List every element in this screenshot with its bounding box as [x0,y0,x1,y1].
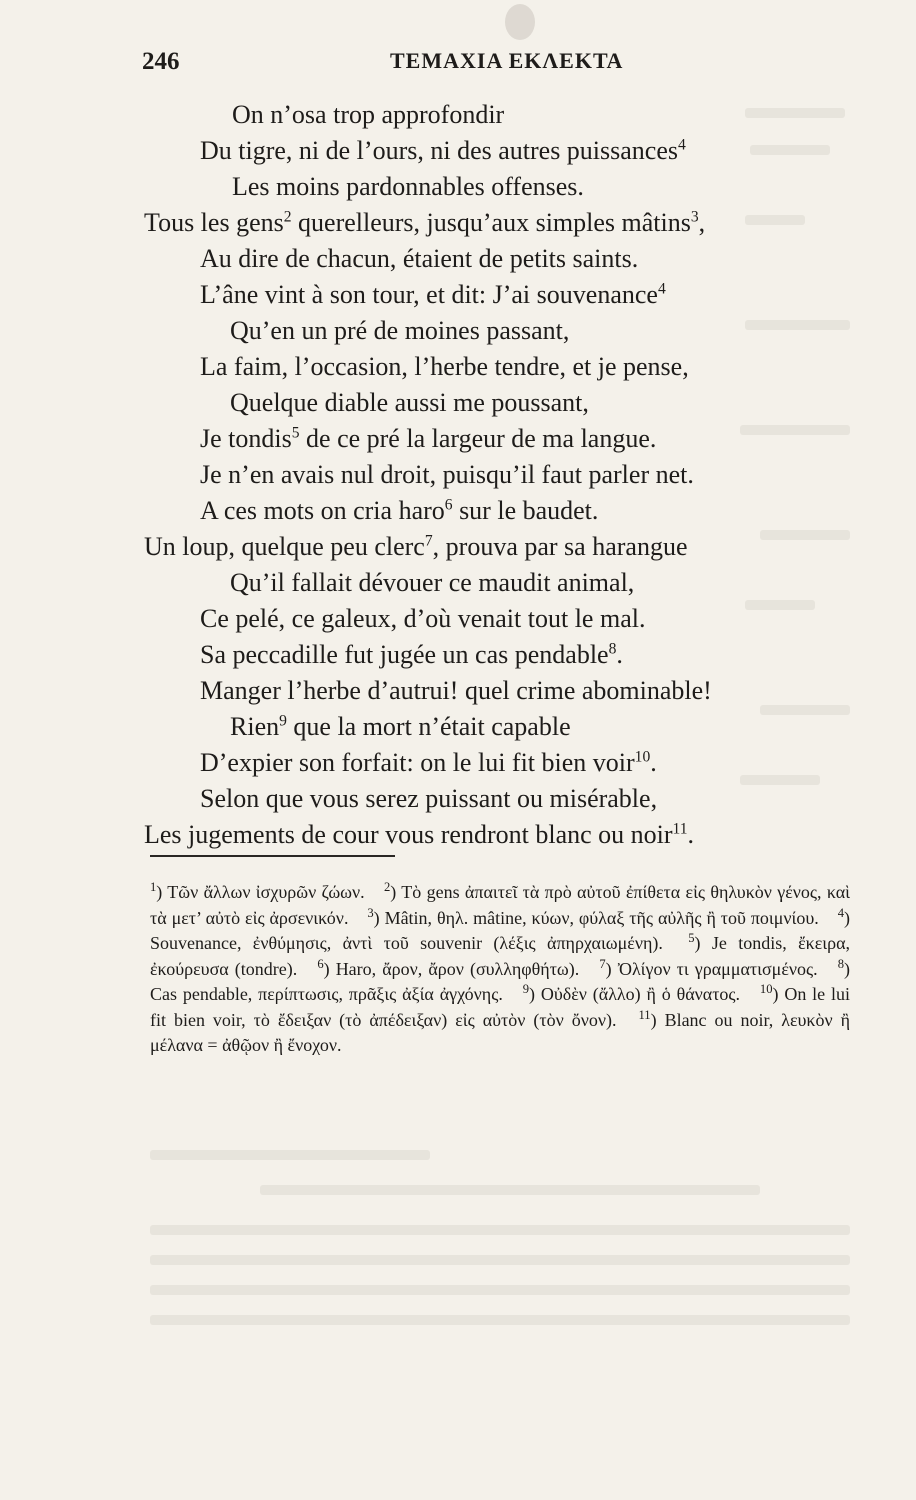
footnote: $^{11}$) Blanc ou noir, λευκὸν ἢ μέλανα = ἀθῷον ἢ ἔνοχον. [150,1007,850,1055]
footnote: $^5$) Je tondis, ἔκειρα, ἐκούρευσα (tondre). [150,931,851,979]
footnote-marker: 11 [672,820,688,838]
footnote: $^3$) Mâtin, θηλ. mâtine, κύων, φύλαξ τῆς αὐλῆς ἢ τοῦ ποιμνίου. [367,905,819,928]
verse-line: Un loup, quelque peu clerc$^7$, prouva par sa harangue [144,532,688,561]
verse-line: Qu’il fallait dévouer ce maudit animal, [230,568,635,597]
verse-line: Les jugements de cour vous rendront blanc ou noir$^{11}$. [144,820,695,849]
ink-blot [505,4,535,40]
verse-line: Je tondis$^5$ de ce pré la largeur de ma langue. [200,424,657,453]
footnote-rule [150,855,395,857]
footnote: $^4$) Souvenance, ἐνθύμησις, ἀντὶ τοῦ souvenir (λέξις ἀπηρχαιωμένη). [150,905,850,953]
footnote: $^2$) Τὸ gens ἀπαιτεῖ τὰ πρὸ αὐτοῦ ἐπίθετα εἰς θηλυκὸν γένος, καὶ τὰ μετ’ αὐτὸ εἰς ἀρσενικόν. [150,880,851,928]
footnote-marker: 7 [424,532,433,550]
footnote-marker: 3 [690,208,699,226]
footnotes [150,880,850,1059]
footnote-marker: 4 [678,136,686,154]
footnote: $^7$) Ὀλίγον τι γραμματισμένος. [599,956,818,979]
footnote: $^8$) Cas pendable, περίπτωσις, πρᾶξις ἀξία ἀγχόνης. [150,956,851,1004]
verse-line: Du tigre, ni de l’ours, ni des autres puissances$^4$ [200,136,686,165]
running-title: ΤΕΜΑΧΙΑ ΕΚΛΕΚΤΑ [390,48,624,73]
verse-line: Ce pelé, ce galeux, d’où venait tout le mal. [200,604,646,633]
verse-line: Les moins pardonnables offenses. [232,172,584,201]
verse-line: Tous les gens$^2$ querelleurs, jusqu’aux simples mâtins$^3$, [144,208,706,237]
verse-line: D’expier son forfait: on le lui fit bien voir$^{10}$. [200,748,657,777]
verse-line: Rien$^9$ que la mort n’était capable [230,712,571,741]
verse-line: Selon que vous serez puissant ou misérable, [200,784,658,813]
verse-line: On n’osa trop approfondir [232,100,505,129]
footnote-marker: 5 [291,424,300,442]
page-header [142,48,782,80]
verse-line: Je n’en avais nul droit, puisqu’il faut parler net. [200,460,694,489]
verse-line: La faim, l’occasion, l’herbe tendre, et je pense, [200,352,689,381]
footnote-marker: 6 [444,496,453,514]
footnote-marker: 9 [279,712,287,730]
footnote: $^6$) Haro, ἄρον, ἄρον (συλληφθήτω). [317,956,580,979]
verse-line: Quelque diable aussi me poussant, [230,388,589,417]
footnote: $^{10}$) On le lui fit bien voir, τὸ ἔδειξαν (τὸ ἀπέδειξαν) εἰς αὐτὸν (τὸν ὄνον). [150,982,851,1030]
page-number: 246 [142,48,180,75]
footnote: $^9$) Οὐδὲν (ἄλλο) ἢ ὁ θάνατος. [522,982,741,1004]
footnote-marker: 2 [283,208,292,226]
footnote-marker: 8 [608,640,617,658]
verse-line: A ces mots on cria haro$^6$ sur le baudet. [200,496,599,525]
verse-line: Qu’en un pré de moines passant, [230,316,570,345]
verse-line: Au dire de chacun, étaient de petits saints. [200,244,639,273]
verse-line: L’âne vint à son tour, et dit: J’ai souvenance$^4$ [200,280,666,309]
verse-line: Sa peccadille fut jugée un cas pendable$^8$. [200,640,623,669]
footnote: $^1$) Τῶν ἄλλων ἰσχυρῶν ζώων. [150,880,365,902]
footnote-marker: 4 [657,280,666,298]
verse-line: Manger l’herbe d’autrui! quel crime abominable! [200,676,712,705]
footnote-marker: 10 [634,748,651,766]
